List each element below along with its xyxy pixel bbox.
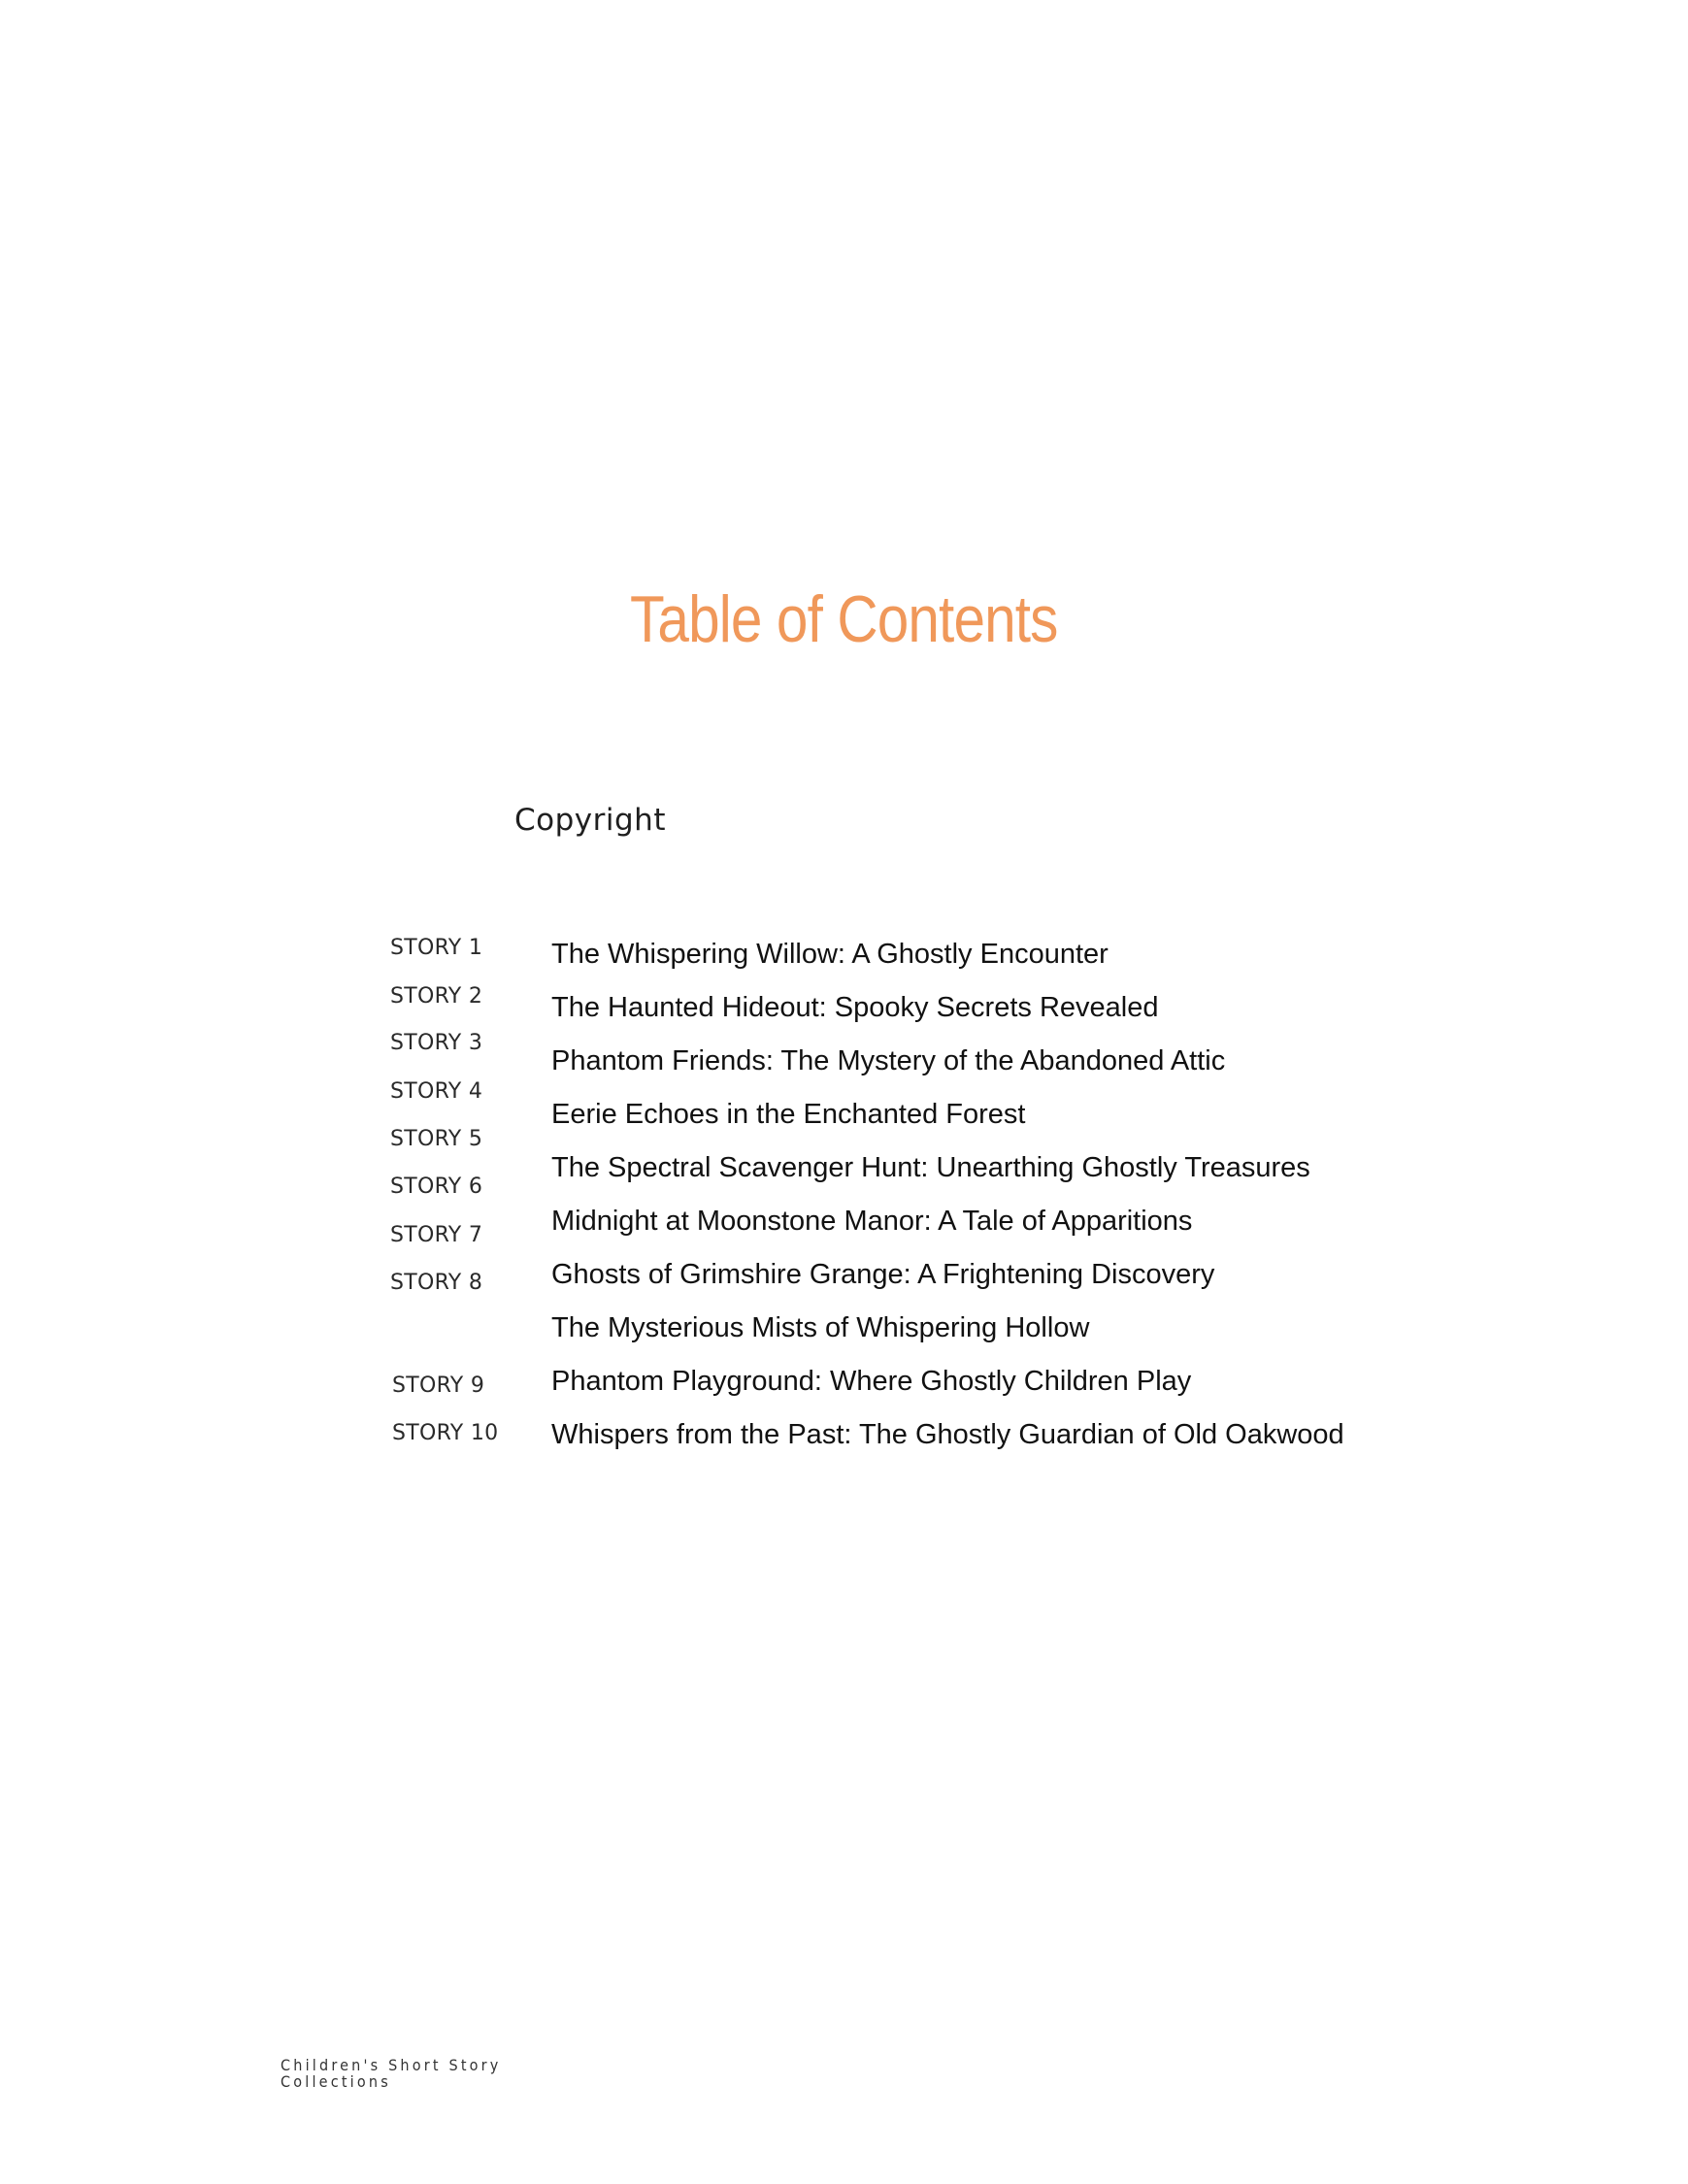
story-label: STORY 4	[390, 1079, 483, 1104]
story-label: STORY 5	[390, 1127, 483, 1151]
story-title-link[interactable]: The Whispering Willow: A Ghostly Encounter	[551, 939, 1109, 970]
footer-line: Collections	[281, 2072, 391, 2091]
story-title-link[interactable]: Midnight at Moonstone Manor: A Tale of Apparitions	[551, 1206, 1193, 1237]
copyright-entry[interactable]: Copyright	[514, 803, 666, 838]
story-label: STORY 9	[392, 1373, 485, 1398]
story-label: STORY 2	[390, 984, 483, 1009]
footer-line: Children's Short Story	[281, 2056, 502, 2074]
story-title-link[interactable]: The Spectral Scavenger Hunt: Unearthing Ghostly Treasures	[551, 1152, 1310, 1183]
story-label: STORY 10	[392, 1421, 499, 1445]
story-title-link[interactable]: Phantom Friends: The Mystery of the Abandoned Attic	[551, 1045, 1226, 1076]
footer-series-name	[281, 2057, 533, 2090]
story-label: STORY 1	[390, 936, 483, 960]
story-title-link[interactable]: Whispers from the Past: The Ghostly Guardian of Old Oakwood	[551, 1419, 1344, 1450]
page-title-text: Table of Contents	[630, 582, 1058, 656]
story-label: STORY 8	[390, 1271, 483, 1295]
story-title-link[interactable]: Ghosts of Grimshire Grange: A Frightening Discovery	[551, 1259, 1215, 1290]
story-title-link[interactable]: Eerie Echoes in the Enchanted Forest	[551, 1099, 1026, 1130]
story-label: STORY 6	[390, 1175, 483, 1199]
page-title	[118, 576, 1571, 663]
story-title-link[interactable]: The Haunted Hideout: Spooky Secrets Revealed	[551, 992, 1159, 1023]
story-label: STORY 3	[390, 1031, 483, 1055]
story-title-link[interactable]: Phantom Playground: Where Ghostly Children Play	[551, 1366, 1192, 1397]
story-label: STORY 7	[390, 1223, 483, 1247]
story-title-link[interactable]: The Mysterious Mists of Whispering Hollow	[551, 1312, 1090, 1343]
